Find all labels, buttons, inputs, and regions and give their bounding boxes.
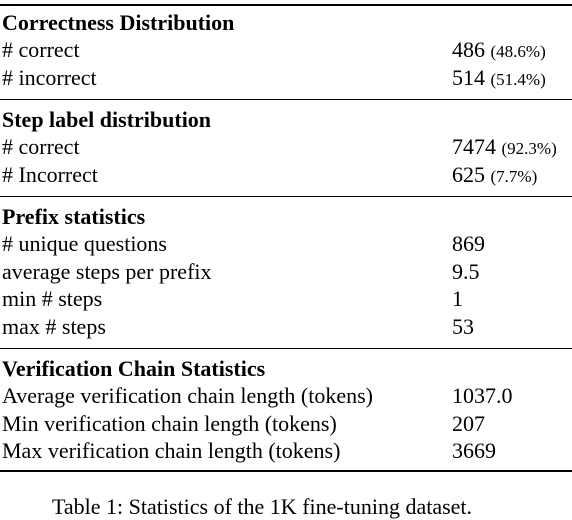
row-label: Min verification chain length (tokens): [2, 411, 337, 436]
row-label: # unique questions: [2, 231, 167, 256]
section-divider: [0, 196, 572, 197]
table-row: [0, 161, 572, 188]
section-title-prefix: Prefix statistics: [2, 204, 146, 229]
row-value: 9.5: [452, 259, 480, 284]
section-divider: [0, 99, 572, 100]
table-row: [0, 410, 572, 437]
section-title-verification: Verification Chain Statistics: [2, 356, 266, 381]
row-value: 1: [452, 286, 463, 311]
section-title-correctness: Correctness Distribution: [2, 10, 235, 35]
section-title-step-labels: Step label distribution: [2, 107, 212, 132]
row-percent: (51.4%): [490, 70, 546, 89]
row-label: Max verification chain length (tokens): [2, 438, 341, 463]
row-label: # incorrect: [2, 65, 97, 90]
row-value: 869: [452, 231, 485, 256]
table-row: [0, 230, 572, 257]
row-value: 1037.0: [452, 383, 513, 408]
row-label: # correct: [2, 37, 80, 62]
table-row: [0, 258, 572, 285]
row-value: 53: [452, 314, 474, 339]
row-label: # Incorrect: [2, 162, 98, 187]
row-label: min # steps: [2, 286, 103, 311]
row-value: 514 (51.4%): [452, 65, 546, 90]
table-row: [0, 36, 572, 63]
table-row: [0, 313, 572, 340]
row-value: 3669: [452, 438, 496, 463]
table-row: [0, 437, 572, 464]
row-percent: (7.7%): [490, 167, 538, 186]
table-caption: Table 1: Statistics of the 1K fine-tuning dataset.: [52, 494, 473, 519]
table-row: [0, 64, 572, 91]
row-value: 7474 (92.3%): [452, 134, 557, 159]
row-label: average steps per prefix: [2, 259, 212, 284]
table-row: [0, 382, 572, 409]
row-value: 486 (48.6%): [452, 37, 546, 62]
row-value: 207: [452, 411, 485, 436]
row-value: 625 (7.7%): [452, 162, 538, 187]
row-label: # correct: [2, 134, 80, 159]
row-percent: (92.3%): [501, 139, 557, 158]
row-percent: (48.6%): [490, 42, 546, 61]
bottom-rule: [0, 470, 572, 472]
section-divider: [0, 348, 572, 349]
top-rule: [0, 4, 572, 6]
table-row: [0, 285, 572, 312]
row-label: Average verification chain length (tokens): [2, 383, 373, 408]
row-label: max # steps: [2, 314, 106, 339]
table-row: [0, 133, 572, 160]
